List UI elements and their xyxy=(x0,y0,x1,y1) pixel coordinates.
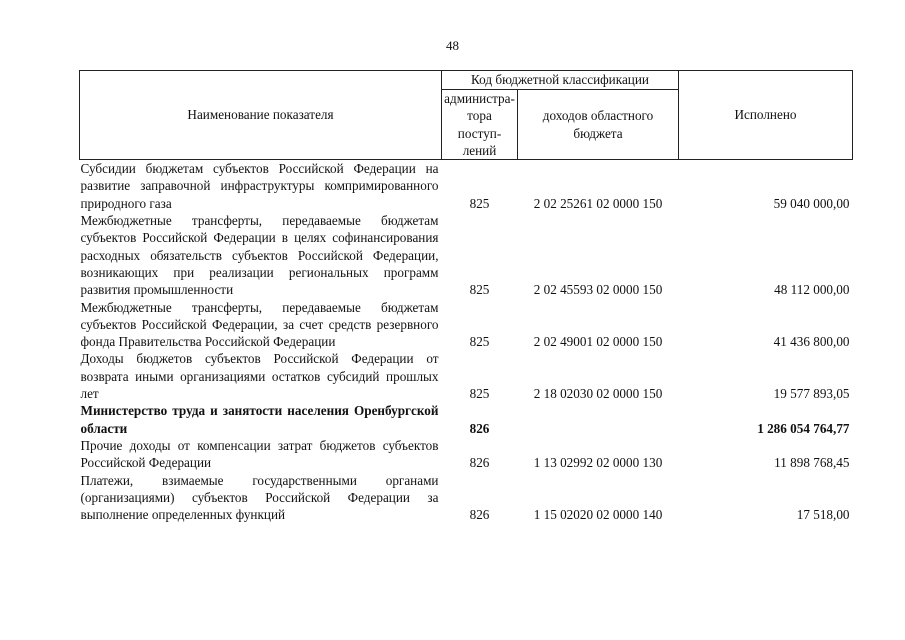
row-administrator-code: 825 xyxy=(469,334,490,350)
row-indicator-name: Министерство труда и занятости населения Оренбургской области xyxy=(80,403,439,436)
header-classification-code: Код бюджетной классификации xyxy=(442,71,679,90)
budget-table xyxy=(79,70,853,523)
row-indicator-name: Субсидии бюджетам субъектов Российской Федерации на развитие заправочной инфраструктуры компримированного природного газа xyxy=(80,161,439,211)
table-row xyxy=(80,212,853,298)
row-indicator-name: Межбюджетные трансферты, передаваемые бюджетам субъектов Российской Федерации в целях софинансирования расходных обязательств субъектов Российской Федерации, возникающих при реализации региональных программ развития промышленности xyxy=(80,213,439,298)
row-administrator-code: 826 xyxy=(469,507,490,523)
row-indicator-name: Доходы бюджетов субъектов Российской Федерации от возврата иными организациями остатков субсидий прошлых лет xyxy=(80,351,439,402)
page-number: 48 xyxy=(446,38,459,53)
row-income-code: 1 13 02992 02 0000 130 xyxy=(533,455,663,471)
row-administrator-code: 825 xyxy=(469,282,490,298)
row-administrator-code: 826 xyxy=(469,420,490,436)
row-income-code: 1 15 02020 02 0000 140 xyxy=(533,507,663,523)
row-indicator-name: Платежи, взимаемые государственными органами (организациями) субъектов Российской Федерации за выполнение определенных функций xyxy=(80,472,439,523)
row-executed-amount: 59 040 000,00 xyxy=(773,195,850,211)
header-administrator: администра-тора поступ-лений xyxy=(442,90,518,160)
table-row xyxy=(80,299,853,351)
table-row xyxy=(80,472,853,524)
row-executed-amount: 48 112 000,00 xyxy=(774,282,850,298)
row-executed-amount: 17 518,00 xyxy=(796,507,850,523)
budget-table-container xyxy=(79,70,852,523)
table-row-ministry-total xyxy=(80,402,853,437)
row-income-code xyxy=(518,402,679,437)
row-income-code: 2 18 02030 02 0000 150 xyxy=(533,386,663,402)
row-administrator-code: 825 xyxy=(469,386,490,402)
header-indicator-name: Наименование показателя xyxy=(80,71,442,160)
header-regional-income: доходов областного бюджета xyxy=(518,90,679,160)
table-row xyxy=(80,350,853,402)
row-administrator-code: 825 xyxy=(469,195,490,211)
row-indicator-name: Прочие доходы от компенсации затрат бюджетов субъектов Российской Федерации xyxy=(80,437,439,471)
row-income-code: 2 02 45593 02 0000 150 xyxy=(533,282,663,298)
row-executed-amount: 11 898 768,45 xyxy=(774,455,850,471)
row-indicator-name: Межбюджетные трансферты, передаваемые бюджетам субъектов Российской Федерации, за счет средств резервного фонда Правительства Российской Федерации xyxy=(80,299,439,350)
table-header xyxy=(80,71,853,160)
row-income-code: 2 02 25261 02 0000 150 xyxy=(533,195,663,211)
row-income-code: 2 02 49001 02 0000 150 xyxy=(533,334,663,350)
header-executed: Исполнено xyxy=(679,71,853,160)
row-executed-amount: 1 286 054 764,77 xyxy=(757,420,850,436)
table-row xyxy=(80,437,853,472)
row-executed-amount: 19 577 893,05 xyxy=(773,386,850,402)
row-administrator-code: 826 xyxy=(469,455,490,471)
table-body xyxy=(80,160,853,524)
table-row xyxy=(80,160,853,212)
row-executed-amount: 41 436 800,00 xyxy=(773,334,850,350)
